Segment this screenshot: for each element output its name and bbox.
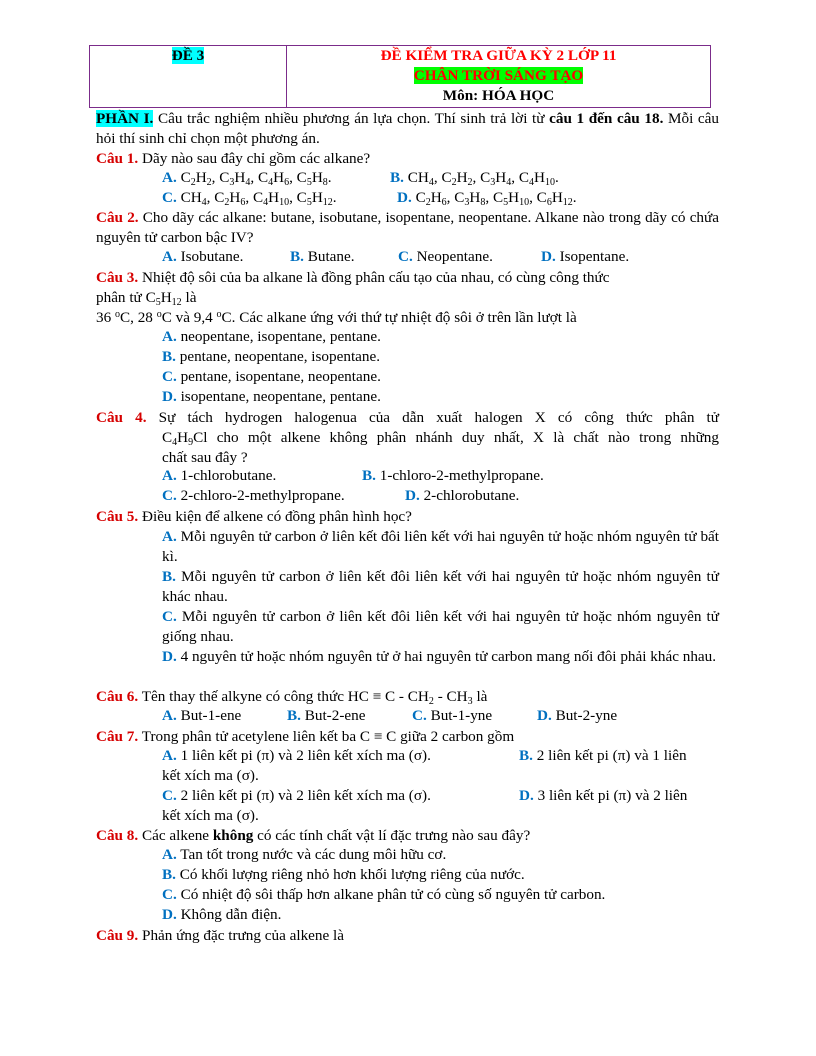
option-text: 1-chloro-2-methylpropane. (379, 467, 544, 484)
q3-option-b (162, 348, 380, 366)
question-label: Câu 9. (96, 927, 139, 944)
q1-option-b: B. $CH_4$, $C_2H_2$, $C_3H_4$, $C_4H_{10}$. (390, 169, 559, 188)
option-letter: A. (162, 328, 177, 345)
option-text: 1-chlorobutane. (180, 467, 277, 484)
option-text: But-1-yne (430, 707, 493, 724)
q3-option-a (162, 328, 381, 346)
option-letter: B. (162, 866, 176, 883)
question-6: Câu 6. Tên thay thế alkyne có công thức HC ≡ C - $CH_2 - CH_3$ là (96, 688, 488, 707)
option-letter: D. (162, 906, 177, 923)
question-label: Câu 8. (96, 827, 139, 844)
option-text: 2-chlorobutane. (423, 487, 520, 504)
option-letter: C. (162, 787, 177, 804)
question-text: Sự tách hydrogen halogenua của dẫn xuất halogen X có công thức phân tử (146, 409, 720, 426)
part1-text-end: Mỗi câu hỏi thí sinh chỉ chọn một phương án. (96, 110, 720, 147)
question-text: Nhiệt độ sôi của ba alkane là đồng phân cấu tạo của nhau, có cùng công thức (138, 269, 610, 286)
part1-text: Câu trắc nghiệm nhiều phương án lựa chọn. Thí sinh trả lời từ (153, 110, 550, 127)
part1-instructions (96, 109, 719, 149)
q2-option-c (398, 248, 493, 266)
option-letter: A. (162, 248, 177, 265)
option-letter: A. (162, 169, 177, 186)
option-letter: B. (162, 568, 176, 585)
option-letter: B. (162, 348, 176, 365)
option-letter: B. (362, 467, 376, 484)
q8-option-a (162, 846, 446, 864)
option-letter: C. (162, 487, 177, 504)
option-text: Có nhiệt độ sôi thấp hơn alkane phân tử có cùng số nguyên tử carbon. (180, 886, 606, 903)
q7-option-b-cont: kết xích ma (σ). (162, 767, 259, 784)
option-text: 3 liên kết pi (π) và 2 liên (537, 787, 688, 804)
question-label: Câu 7. (96, 728, 139, 745)
q3-option-d (162, 388, 381, 406)
question-9 (96, 926, 344, 946)
question-label: Câu 5. (96, 508, 139, 525)
q2-option-d (541, 248, 629, 266)
q3-option-c (162, 368, 381, 386)
option-text: Có khối lượng riêng nhỏ hơn khối lượng riêng của nước. (179, 866, 525, 883)
option-letter: D. (541, 248, 556, 265)
option-text: Mỗi nguyên tử carbon ở liên kết đôi liên kết với hai nguyên tử hoặc nhóm nguyên tử khác nhau. (162, 568, 719, 605)
option-text: pentane, isopentane, neopentane. (180, 368, 381, 385)
option-letter: B. (287, 707, 301, 724)
part1-range: câu 1 đến câu 18. (549, 110, 664, 127)
q4-option-c (162, 487, 345, 505)
q5-option-a (162, 527, 719, 567)
option-letter: D. (397, 189, 412, 206)
option-text: pentane, neopentane, isopentane. (179, 348, 381, 365)
option-text: Không dẫn điện. (180, 906, 282, 923)
exam-code-cell (90, 46, 287, 108)
option-text: Mỗi nguyên tử carbon ở liên kết đôi liên kết với hai nguyên tử hoặc nhóm nguyên tử giống nhau. (162, 608, 719, 645)
option-text: Tan tốt trong nước và các dung môi hữu cơ. (180, 846, 447, 863)
q7-option-d (519, 787, 687, 805)
exam-subject: Môn: HÓA HỌC (442, 87, 555, 104)
option-letter: B. (390, 169, 404, 186)
question-label: Câu 1. (96, 150, 139, 167)
exam-code: ĐỀ 3 (171, 47, 205, 64)
q5-option-c (162, 607, 719, 647)
q1-option-c: C. $CH_4$, $C_2H_6$, $C_4H_{10}$, $C_5H_{12}$. (162, 189, 337, 208)
option-text: But-2-ene (304, 707, 366, 724)
question-emphasis: không (212, 827, 254, 844)
q8-option-d (162, 906, 281, 924)
q6-option-b (287, 707, 365, 725)
q8-option-b (162, 866, 525, 884)
option-text: 1 liên kết pi (π) và 2 liên kết xích ma (σ). (180, 747, 431, 764)
question-2 (96, 208, 719, 248)
option-letter: C. (162, 189, 177, 206)
option-letter: A. (162, 846, 177, 863)
question-5 (96, 507, 412, 527)
q6-option-d (537, 707, 617, 725)
question-text: Dãy nào sau đây chỉ gồm các alkane? (138, 150, 371, 167)
question-4-line-3: chất sau đây ? (162, 449, 248, 466)
exam-title: ĐỀ KIỂM TRA GIỮA KỲ 2 LỚP 11 (380, 47, 617, 64)
option-letter: D. (162, 388, 177, 405)
question-text: Cho dãy các alkane: butane, isobutane, isopentane, neopentane. Alkane nào trong dãy có chứa nguyên tử carbon bậc IV? (96, 209, 720, 246)
part1-label: PHẦN I. (96, 110, 154, 127)
option-text: Mỗi nguyên tử carbon ở liên kết đôi liên kết với hai nguyên tử hoặc nhóm nguyên tử bất kì. (162, 528, 720, 565)
question-label: Câu 4. (96, 409, 147, 426)
option-letter: C. (398, 248, 413, 265)
question-1 (96, 149, 370, 169)
q6-option-a (162, 707, 241, 725)
option-text: Isobutane. (180, 248, 244, 265)
exam-header-table (89, 45, 711, 108)
question-text: Điều kiện để alkene có đồng phân hình học? (138, 508, 412, 525)
q6-option-c (412, 707, 492, 725)
question-text: Trong phân tử acetylene liên kết ba C ≡ C giữa 2 carbon gồm (138, 728, 515, 745)
question-label: Câu 3. (96, 269, 139, 286)
question-8 (96, 826, 530, 846)
q4-option-a (162, 467, 276, 485)
question-4-line-2: $C_4H_9Cl$ cho một alkene không phân nhánh duy nhất, X là chất nào trong những (162, 429, 719, 448)
option-letter: A. (162, 747, 177, 764)
option-text: 2 liên kết pi (π) và 1 liên (536, 747, 687, 764)
option-text: But-1-ene (180, 707, 242, 724)
option-letter: C. (412, 707, 427, 724)
option-letter: D. (405, 487, 420, 504)
option-text: isopentane, neopentane, pentane. (180, 388, 381, 405)
q4-option-d (405, 487, 519, 505)
option-letter: B. (290, 248, 304, 265)
q7-option-a (162, 747, 431, 765)
q5-option-d (162, 647, 719, 667)
option-text: Neopentane. (416, 248, 493, 265)
question-3-line-2: phân tử $C_5H_{12}$ là (96, 289, 197, 308)
q7-option-b (519, 747, 687, 765)
option-letter: C. (162, 886, 177, 903)
question-3 (96, 268, 610, 288)
q7-option-c (162, 787, 431, 805)
q4-option-b (362, 467, 544, 485)
question-3-line-3: 36 $^o$C, 28 $^o$C và 9,4 $^o$C. Các alkane ứng với thứ tự nhiệt độ sôi ở trên lần lượt là (96, 309, 577, 326)
question-7 (96, 727, 514, 747)
option-letter: D. (162, 648, 177, 665)
option-text: 4 nguyên tử hoặc nhóm nguyên tử ở hai nguyên tử carbon mang nối đôi phải khác nhau. (180, 648, 717, 665)
option-letter: D. (537, 707, 552, 724)
option-text: neopentane, isopentane, pentane. (180, 328, 381, 345)
question-text-end: có các tính chất vật lí đặc trưng nào sau đây? (253, 827, 531, 844)
option-letter: C. (162, 608, 177, 625)
q8-option-c (162, 886, 605, 904)
question-text: Các alkene (138, 827, 213, 844)
option-text: 2 liên kết pi (π) và 2 liên kết xích ma (σ). (180, 787, 431, 804)
option-letter: C. (162, 368, 177, 385)
option-letter: A. (162, 707, 177, 724)
q2-option-b (290, 248, 355, 266)
option-letter: A. (162, 467, 177, 484)
option-letter: B. (519, 747, 533, 764)
option-text: Isopentane. (559, 248, 630, 265)
option-letter: D. (519, 787, 534, 804)
q1-option-a: A. $C_2H_2$, $C_3H_4$, $C_4H_6$, $C_5H_8$. (162, 169, 332, 188)
question-4 (96, 408, 719, 428)
q5-option-b (162, 567, 719, 607)
option-letter: A. (162, 528, 177, 545)
q7-option-d-cont: kết xích ma (σ). (162, 807, 259, 824)
q2-option-a (162, 248, 243, 266)
option-text: 2-chloro-2-methylpropane. (180, 487, 345, 504)
exam-series: CHÂN TRỜI SÁNG TẠO (413, 67, 584, 84)
question-text: Phản ứng đặc trưng của alkene là (138, 927, 345, 944)
option-text: But-2-yne (555, 707, 618, 724)
question-label: Câu 6. (96, 688, 139, 705)
question-label: Câu 2. (96, 209, 139, 226)
option-text: Butane. (307, 248, 355, 265)
exam-title-cell (287, 46, 711, 108)
q1-option-d: D. $C_2H_6$, $C_3H_8$, $C_5H_{10}$, $C_6H_{12}$. (397, 189, 577, 208)
